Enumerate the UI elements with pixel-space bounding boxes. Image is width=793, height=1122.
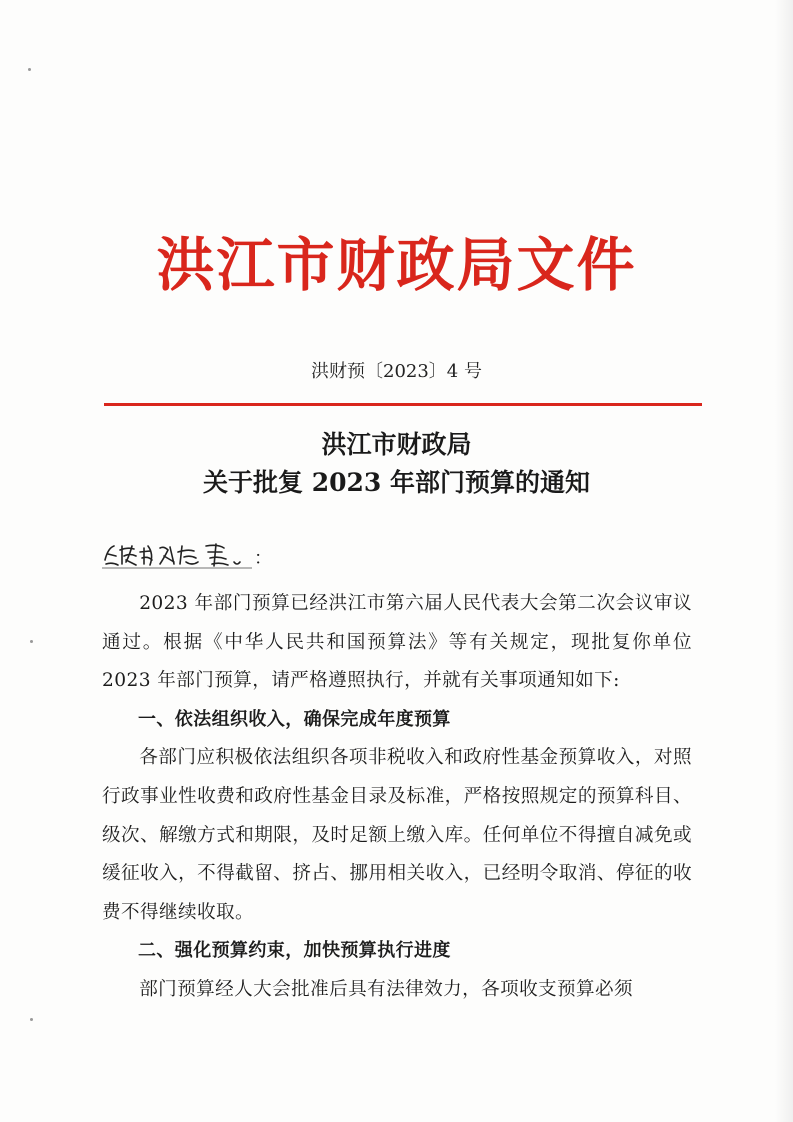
- section-2-paragraph: 部门预算经人大会批准后具有法律效力，各项收支预算必须: [139, 978, 634, 1000]
- addressee-colon: ：: [254, 548, 272, 569]
- red-divider-line: [104, 403, 702, 406]
- scan-speck: [30, 1018, 33, 1021]
- addressee: [102, 538, 272, 570]
- document-number: 洪财预〔2023〕4 号: [311, 361, 482, 382]
- section-heading-1: 一、依法组织收入，确保完成年度预算: [138, 708, 451, 730]
- scan-edge-shadow: [775, 0, 793, 1122]
- subject-line-issuer: 洪江市财政局: [321, 430, 472, 459]
- section-heading-2: 二、强化预算约束，加快预算执行进度: [138, 940, 451, 962]
- red-header-title: 洪江市财政局文件: [156, 231, 637, 299]
- section-1-paragraph: 各部门应积极依法组织各项非税收入和政府性基金预算收入，对照行政事业性收费和政府性基金目录及标准，严格按照规定的预算科目、级次、解缴方式和期限，及时足额上缴入库。任何单位不得擅自减免或缓征收入，不得截留、挤占、挪用相关收入，已经明令取消、停征的收费不得继续收取。: [102, 747, 692, 923]
- handwritten-addressee-signature: [102, 538, 252, 570]
- scan-speck: [28, 68, 31, 71]
- intro-paragraph: 2023 年部门预算已经洪江市第六届人民代表大会第二次会议审议通过。根据《中华人民共和国预算法》等有关规定，现批复你单位 2023 年部门预算，请严格遵照执行，并就有关事项通知如下:: [102, 593, 692, 692]
- scan-speck: [30, 640, 33, 643]
- notice-body: [102, 585, 692, 1010]
- subject-line-title: 关于批复 2023 年部门预算的通知: [203, 468, 590, 497]
